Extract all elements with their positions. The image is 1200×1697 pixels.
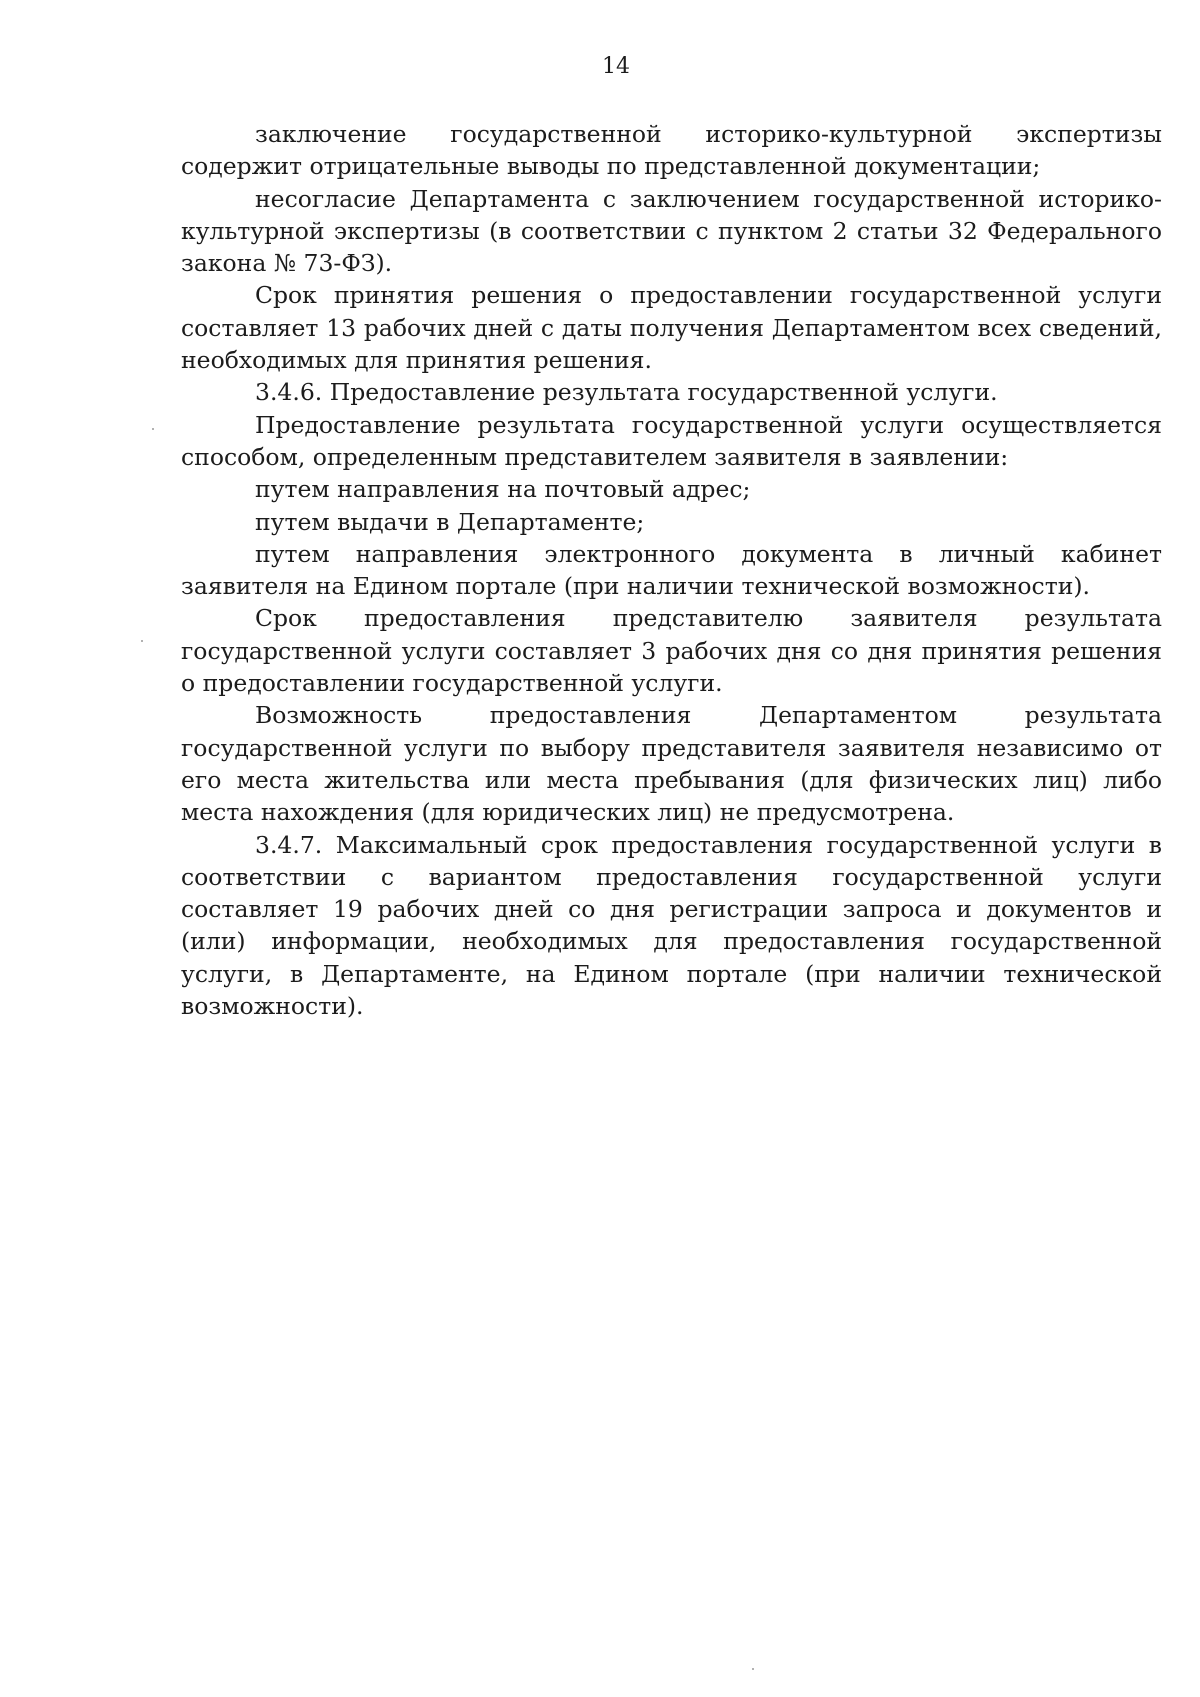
page-number: 14: [602, 54, 630, 79]
paragraph-extraterritorial-option: Возможность предоставления Департаментом результата государственной услуги по выбору представителя заявителя независимо от его места жительства или места пребывания (для физических лиц) либо места нахождения (для юридических лиц) не предусмотрена.: [181, 701, 1162, 827]
section-heading-3-4-6: 3.4.6. Предоставление результата государственной услуги.: [255, 378, 998, 407]
paragraph-negative-conclusion: заключение государственной историко-культурной экспертизы содержит отрицательные выводы по представленной документации;: [181, 120, 1162, 181]
list-item-electronic-cabinet: путем направления электронного документа в личный кабинет заявителя на Едином портале (при наличии технической возможности).: [181, 539, 1162, 601]
paragraph-result-delivery-term: Срок предоставления представителю заявителя результата государственной услуги составляет 3 рабочих дня со дня принятия решения о предоставлении государственной услуги.: [181, 604, 1162, 698]
scan-speck: [152, 428, 154, 430]
scan-speck: [752, 1668, 754, 1670]
document-body: [181, 118, 1162, 1022]
scan-speck: [141, 640, 143, 642]
paragraph-decision-term: Срок принятия решения о предоставлении государственной услуги составляет 13 рабочих дней с даты получения Департаментом всех сведений, необходимых для принятия решения.: [181, 281, 1162, 375]
list-item-postal-address: путем направления на почтовый адрес;: [255, 475, 751, 504]
paragraph-result-delivery-method: Предоставление результата государственной услуги осуществляется способом, определенным представителем заявителя в заявлении:: [181, 410, 1162, 471]
section-3-4-7-max-term: 3.4.7. Максимальный срок предоставления государственной услуги в соответствии с вариантом предоставления государственной услуги составляет 19 рабочих дней со дня регистрации запроса и документов и (или) информации, необходимых для предоставления государственной услуги, в Департаменте, на Едином портале (при наличии технической возможности).: [181, 830, 1162, 1021]
paragraph-department-disagreement: несогласие Департамента с заключением государственной историко-культурной экспертизы (в соответствии с пунктом 2 статьи 32 Федерального закона № 73-ФЗ).: [181, 184, 1162, 278]
list-item-issue-in-department: путем выдачи в Департаменте;: [255, 507, 645, 536]
